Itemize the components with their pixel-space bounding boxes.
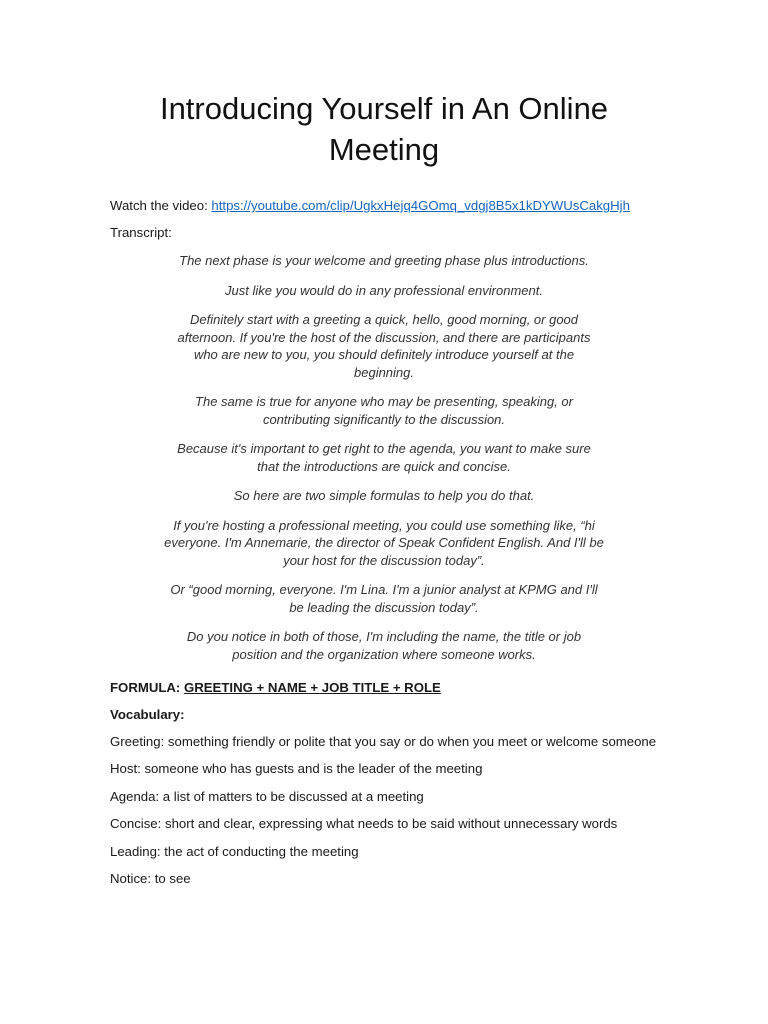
transcript-paragraph (160, 628, 608, 663)
transcript-paragraph (160, 282, 608, 300)
transcript-line: Do you notice in both of those, I'm including the name, the title or job (186, 629, 582, 644)
transcript-block (160, 252, 608, 675)
transcript-line: contributing significantly to the discussion. (262, 411, 506, 427)
transcript-line: position and the organization where someone works. (232, 646, 536, 662)
transcript-line: If you're hosting a professional meeting, you could use something like, “hi (173, 517, 595, 533)
formula-label: FORMULA: (110, 680, 184, 695)
watch-video-line (110, 197, 630, 214)
transcript-paragraph (160, 393, 608, 428)
transcript-line: Or “good morning, everyone. I'm Lina. I'm a junior analyst at KPMG and I'll (170, 582, 598, 597)
transcript-line: The same is true for anyone who may be presenting, speaking, or (195, 394, 573, 409)
vocabulary-item: Leading: the act of conducting the meeting (110, 844, 359, 859)
formula-value: GREETING + NAME + JOB TITLE + ROLE (183, 680, 441, 695)
transcript-paragraph (160, 440, 608, 475)
transcript-line: that the introductions are quick and concise. (257, 458, 511, 474)
vocabulary-item: Notice: to see (110, 871, 191, 886)
transcript-paragraph (160, 252, 608, 270)
vocabulary-item: Concise: short and clear, expressing what needs to be said without unnecessary words (110, 816, 618, 831)
formula-line (110, 679, 441, 696)
transcript-line: beginning. (354, 364, 414, 380)
transcript-paragraph (160, 581, 608, 616)
video-link[interactable]: https://youtube.com/clip/UgkxHejq4GOmq_vdgj8B5x1kDYWUsCakgHjh (211, 198, 630, 213)
transcript-paragraph (160, 517, 608, 570)
transcript-line: The next phase is your welcome and greeting phase plus introductions. (179, 253, 589, 268)
transcript-label: Transcript: (110, 225, 172, 240)
title-line-1: Introducing Yourself in An Online (159, 91, 609, 126)
transcript-paragraph (160, 487, 608, 505)
transcript-line: Definitely start with a greeting a quick, hello, good morning, or good (189, 312, 579, 327)
transcript-line: everyone. I'm Annemarie, the director of Speak Confident English. And I'll be (164, 535, 604, 550)
watch-video-label: Watch the video: (110, 198, 212, 213)
transcript-paragraph (160, 311, 608, 381)
vocabulary-item: Host: someone who has guests and is the leader of the meeting (110, 761, 483, 776)
transcript-line: Just like you would do in any professional environment. (225, 282, 543, 298)
title-line-2: Meeting (328, 132, 440, 167)
transcript-line: your host for the discussion today”. (283, 552, 485, 568)
document-title (140, 88, 628, 170)
vocabulary-item: Agenda: a list of matters to be discussed at a meeting (110, 789, 424, 804)
transcript-line: who are new to you, you should definitely introduce yourself at the (193, 347, 575, 362)
transcript-line: Because it's important to get right to the agenda, you want to make sure (177, 441, 591, 456)
transcript-line: So here are two simple formulas to help you do that. (233, 488, 535, 503)
transcript-line: afternoon. If you're the host of the discussion, and there are participants (177, 329, 591, 345)
vocabulary-heading: Vocabulary: (110, 707, 185, 722)
transcript-line: be leading the discussion today”. (289, 599, 479, 615)
vocabulary-item: Greeting: something friendly or polite that you say or do when you meet or welcome someone (110, 734, 657, 749)
